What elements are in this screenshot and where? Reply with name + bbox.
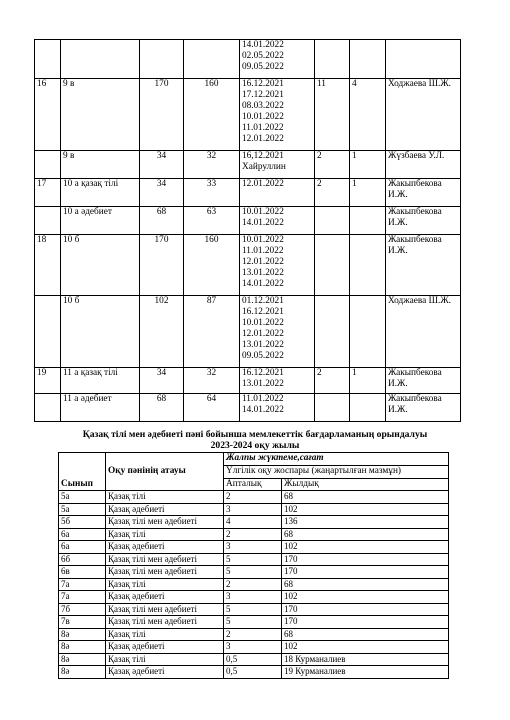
date-line: 01.12.2021 xyxy=(242,296,284,306)
count-cell: 11 xyxy=(315,79,350,151)
teacher-cell: Жакыпбекова И.Ж. xyxy=(386,207,461,235)
count-cell: 1 xyxy=(350,368,386,394)
date-line: 14.01.2022 xyxy=(242,404,284,415)
weekly-hours-cell: 2 xyxy=(224,628,282,641)
table-row xyxy=(59,516,449,529)
class-cell: 6в xyxy=(59,566,106,579)
count-cell xyxy=(315,207,350,235)
dates-cell xyxy=(240,79,315,151)
hours-done-cell: 32 xyxy=(184,151,240,179)
table-row xyxy=(59,666,449,679)
hours-done-cell: 33 xyxy=(184,179,240,207)
yearly-hours-cell: 102 xyxy=(282,591,449,604)
hours-total-cell: 170 xyxy=(140,79,184,151)
teacher-cell: Ходжаева Ш.Ж. xyxy=(386,296,461,368)
date-line: 10.01.2022 xyxy=(242,111,284,122)
teacher-cell: Жакыпбекова И.Ж. xyxy=(386,394,461,422)
class-cell: 10 а қазақ тілі xyxy=(61,179,140,207)
subject-cell: Қазақ әдебиеті xyxy=(106,641,224,654)
table-row xyxy=(59,603,449,616)
row-number: 16 xyxy=(35,79,61,151)
date-line: 08.03.2022 xyxy=(242,100,284,111)
count-cell: 1 xyxy=(350,179,386,207)
dates-cell xyxy=(240,235,315,296)
subject-cell: Қазақ әдебиеті xyxy=(106,541,224,554)
hours-done-cell: 160 xyxy=(184,235,240,296)
date-line: 14.01.2022 xyxy=(242,217,284,228)
date-line: 16,12.2021 xyxy=(242,151,284,161)
hours-total-cell: 34 xyxy=(140,368,184,394)
subject-cell: Қазақ тілі мен әдебиеті xyxy=(106,553,224,566)
class-cell: 10 б xyxy=(61,235,140,296)
subject-cell: Қазақ тілі xyxy=(106,653,224,666)
subject-cell: Қазақ тілі xyxy=(106,628,224,641)
weekly-hours-cell: 2 xyxy=(224,491,282,504)
count-cell: 1 xyxy=(350,151,386,179)
class-cell: 7а xyxy=(59,578,106,591)
date-line: 14.01.2022 xyxy=(242,278,284,289)
date-line: 02.05.2022 xyxy=(242,50,284,61)
date-line: 16.12.2021 xyxy=(242,368,284,378)
subject-cell: Қазақ тілі xyxy=(106,578,224,591)
weekly-hours-cell: 5 xyxy=(224,616,282,629)
weekly-hours-cell: 3 xyxy=(224,541,282,554)
weekly-header: Апталық xyxy=(224,478,282,491)
hours-total-cell: 34 xyxy=(140,151,184,179)
class-cell: 11 а қазақ тілі xyxy=(61,368,140,394)
table-row xyxy=(59,616,449,629)
count-cell: 4 xyxy=(350,79,386,151)
teacher-cell xyxy=(386,40,461,79)
hours-done-cell: 63 xyxy=(184,207,240,235)
teacher-cell: Жүзбаева У.Л. xyxy=(386,151,461,179)
dates-cell xyxy=(240,394,315,422)
class-cell: 10 а әдебиет xyxy=(61,207,140,235)
teacher-cell: Жакыпбекова И.Ж. xyxy=(386,368,461,394)
class-cell: 7а xyxy=(59,591,106,604)
date-line: 13.01.2022 xyxy=(242,339,284,350)
class-cell: 6б xyxy=(59,553,106,566)
yearly-hours-cell: 68 xyxy=(282,628,449,641)
hours-done-cell: 87 xyxy=(184,296,240,368)
yearly-hours-cell: 136 xyxy=(282,516,449,529)
class-cell: 7в xyxy=(59,616,106,629)
weekly-hours-cell: 0,5 xyxy=(224,666,282,679)
count-cell: 2 xyxy=(315,368,350,394)
date-line: 09.05.2022 xyxy=(242,350,284,361)
yearly-hours-cell: 102 xyxy=(282,541,449,554)
date-line: 14.01.2022 xyxy=(242,40,284,50)
yearly-hours-cell: 170 xyxy=(282,603,449,616)
weekly-hours-cell: 3 xyxy=(224,591,282,604)
hours-total-cell: 170 xyxy=(140,235,184,296)
row-number xyxy=(35,151,61,179)
count-cell xyxy=(315,235,350,296)
row-number xyxy=(35,40,61,79)
class-cell: 11 а әдебиет xyxy=(61,394,140,422)
subject-cell: Қазақ әдебиеті xyxy=(106,503,224,516)
row-number xyxy=(35,296,61,368)
subject-column-header: Оқу пәнінің атауы xyxy=(106,453,224,491)
table-row xyxy=(35,368,461,394)
dates-cell xyxy=(240,207,315,235)
hours-total-cell: 68 xyxy=(140,394,184,422)
weekly-hours-cell: 5 xyxy=(224,603,282,616)
table-row xyxy=(59,491,449,504)
class-column-header: Сынып xyxy=(59,453,106,491)
hours-total-cell: 34 xyxy=(140,179,184,207)
date-line: 16.12.2021 xyxy=(242,79,284,89)
date-line: 13.01.2022 xyxy=(242,267,284,278)
hours-total-cell: 102 xyxy=(140,296,184,368)
hours-total-cell xyxy=(140,40,184,79)
hours-done-cell: 160 xyxy=(184,79,240,151)
date-line: 11.01.2022 xyxy=(242,245,284,256)
weekly-hours-cell: 5 xyxy=(224,553,282,566)
class-cell: 8ә xyxy=(59,628,106,641)
class-cell: 5б xyxy=(59,516,106,529)
row-number xyxy=(35,394,61,422)
table-row xyxy=(59,503,449,516)
class-cell: 5а xyxy=(59,491,106,504)
plan-header: Үлгілік оқу жоспары (жаңартылған мазмұн) xyxy=(224,465,449,478)
table-row xyxy=(35,394,461,422)
subject-cell: Қазақ әдебиеті xyxy=(106,591,224,604)
table-row xyxy=(59,566,449,579)
subject-cell: Қазақ тілі мен әдебиеті xyxy=(106,566,224,579)
date-line: 10.01.2022 xyxy=(242,207,284,217)
yearly-hours-cell: 68 xyxy=(282,528,449,541)
count-cell xyxy=(350,296,386,368)
subject-cell: Қазақ тілі мен әдебиеті xyxy=(106,616,224,629)
class-cell: 9 в xyxy=(61,79,140,151)
dates-cell xyxy=(240,368,315,394)
load-header: Жалпы жүктеме,сағат xyxy=(224,453,449,466)
row-number: 18 xyxy=(35,235,61,296)
hours-done-cell: 64 xyxy=(184,394,240,422)
row-number: 17 xyxy=(35,179,61,207)
yearly-hours-cell: 102 xyxy=(282,503,449,516)
table-row xyxy=(59,541,449,554)
table-row xyxy=(35,151,461,179)
date-line: 17.12.2021 xyxy=(242,89,284,100)
class-cell: 10 б xyxy=(61,296,140,368)
date-line: 12.01.2022 xyxy=(242,256,284,267)
table-row xyxy=(35,79,461,151)
table-row xyxy=(59,653,449,666)
date-line: 11.01.2022 xyxy=(242,394,284,404)
count-cell xyxy=(350,235,386,296)
count-cell xyxy=(315,394,350,422)
teacher-cell: Жакыпбекова И.Ж. xyxy=(386,235,461,296)
class-cell: 5а xyxy=(59,503,106,516)
dates-cell xyxy=(240,40,315,79)
table-row xyxy=(59,528,449,541)
subject-cell: Қазақ әдебиеті xyxy=(106,666,224,679)
count-cell xyxy=(350,40,386,79)
yearly-hours-cell: 68 xyxy=(282,578,449,591)
count-cell: 2 xyxy=(315,151,350,179)
weekly-hours-cell: 5 xyxy=(224,566,282,579)
yearly-hours-cell: 18 Курманалиев xyxy=(282,653,449,666)
class-cell xyxy=(61,40,140,79)
hours-done-cell: 32 xyxy=(184,368,240,394)
yearly-hours-cell: 170 xyxy=(282,566,449,579)
table-row xyxy=(35,207,461,235)
count-cell xyxy=(350,207,386,235)
table-row xyxy=(59,641,449,654)
table-row xyxy=(59,628,449,641)
table-row xyxy=(35,40,461,79)
yearly-hours-cell: 170 xyxy=(282,616,449,629)
date-line: 16.12.2021 xyxy=(242,306,284,317)
table-row xyxy=(59,553,449,566)
class-cell: 8ә xyxy=(59,641,106,654)
class-cell: 6а xyxy=(59,541,106,554)
date-line: 12.01.2022 xyxy=(242,133,284,144)
weekly-hours-cell: 3 xyxy=(224,503,282,516)
section-title: Қазақ тілі мен әдебиеті пәні бойынша мемлекеттік бағдарламаның орындалуы 2023-2024 оқу жылы xyxy=(82,429,428,451)
row-number xyxy=(35,207,61,235)
count-cell xyxy=(315,40,350,79)
table-row xyxy=(59,591,449,604)
count-cell xyxy=(315,296,350,368)
hours-table xyxy=(34,39,461,422)
dates-cell xyxy=(240,151,315,179)
count-cell: 2 xyxy=(315,179,350,207)
weekly-hours-cell: 2 xyxy=(224,578,282,591)
subject-cell: Қазақ тілі xyxy=(106,491,224,504)
curriculum-table xyxy=(58,452,449,679)
weekly-hours-cell: 0,5 xyxy=(224,653,282,666)
subject-cell: Қазақ тілі мен әдебиеті xyxy=(106,603,224,616)
date-line: Хайруллин xyxy=(242,161,286,172)
date-line: 13.01.2022 xyxy=(242,378,284,389)
date-line: 09.05.2022 xyxy=(242,61,284,72)
teacher-cell: Жакыпбекова И.Ж. xyxy=(386,179,461,207)
date-line: 12.01.2022 xyxy=(242,179,284,189)
class-cell: 9 в xyxy=(61,151,140,179)
class-cell: 6а xyxy=(59,528,106,541)
teacher-cell: Ходжаева Ш.Ж. xyxy=(386,79,461,151)
date-line: 10.01.2022 xyxy=(242,317,284,328)
weekly-hours-cell: 2 xyxy=(224,528,282,541)
yearly-hours-cell: 170 xyxy=(282,553,449,566)
date-line: 12.01.2022 xyxy=(242,328,284,339)
weekly-hours-cell: 3 xyxy=(224,641,282,654)
hours-total-cell: 68 xyxy=(140,207,184,235)
count-cell xyxy=(350,394,386,422)
yearly-hours-cell: 102 xyxy=(282,641,449,654)
hours-done-cell xyxy=(184,40,240,79)
dates-cell xyxy=(240,296,315,368)
table-row xyxy=(35,235,461,296)
subject-cell: Қазақ тілі xyxy=(106,528,224,541)
yearly-header: Жылдық xyxy=(282,478,449,491)
class-cell: 8ә xyxy=(59,666,106,679)
subject-cell: Қазақ тілі мен әдебиеті xyxy=(106,516,224,529)
table-row xyxy=(35,296,461,368)
class-cell: 8ә xyxy=(59,653,106,666)
row-number: 19 xyxy=(35,368,61,394)
date-line: 10.01.2022 xyxy=(242,235,284,245)
table-row xyxy=(35,179,461,207)
weekly-hours-cell: 4 xyxy=(224,516,282,529)
class-cell: 7б xyxy=(59,603,106,616)
date-line: 11.01.2022 xyxy=(242,122,284,133)
table-row xyxy=(59,578,449,591)
yearly-hours-cell: 68 xyxy=(282,491,449,504)
yearly-hours-cell: 19 Курманалиев xyxy=(282,666,449,679)
dates-cell xyxy=(240,179,315,207)
